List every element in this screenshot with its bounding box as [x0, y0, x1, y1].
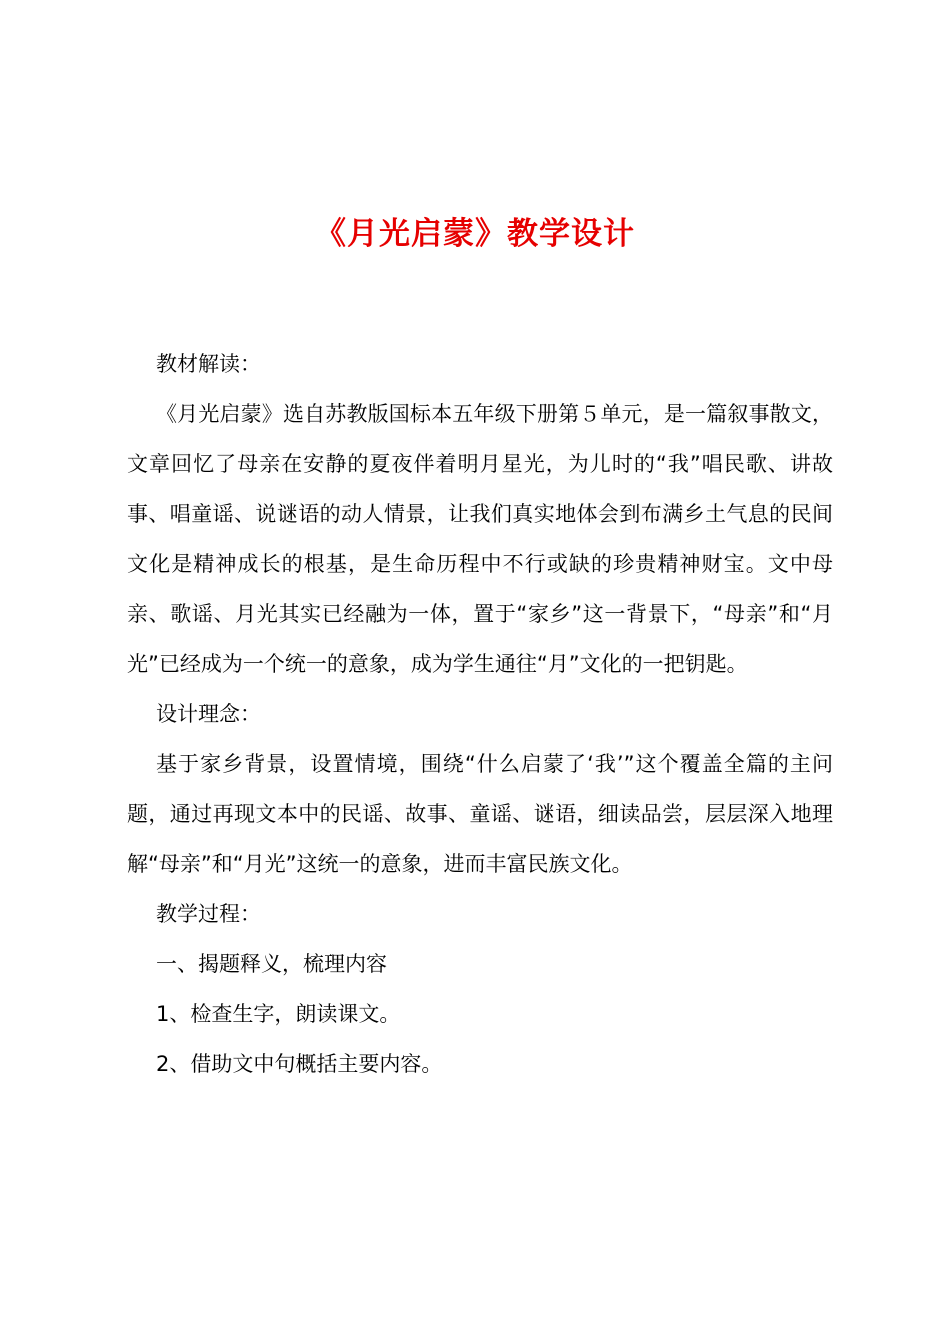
section-heading-textbook-analysis: 教材解读：: [156, 352, 261, 376]
section-heading-teaching-process: 教学过程：: [156, 902, 261, 926]
paragraph-design-concept: 基于家乡背景，设置情境，围绕“什么启蒙了‘我’”这个覆盖全篇的主问题，通过再现文本中的民谣、故事、童谣、谜语，细读品尝，层层深入地理解“母亲”和“月光”这统一的意象，进而丰富民族文化。: [127, 752, 833, 876]
paragraph-textbook-analysis: 《月光启蒙》选自苏教版国标本五年级下册第５单元，是一篇叙事散文，文章回忆了母亲在安静的夏夜伴着明月星光，为儿时的“我”唱民歌、讲故事、唱童谣、说谜语的动人情景，让我们真实地体会到布满乡土气息的民间文化是精神成长的根基，是生命历程中不行或缺的珍贵精神财宝。文中母亲、歌谣、月光其实已经融为一体，置于“家乡”这一背景下，“母亲”和“月光”已经成为一个统一的意象，成为学生通往“月”文化的一把钥匙。: [127, 402, 833, 676]
list-item: 1、检查生字，朗读课文。: [156, 1002, 401, 1026]
list-item: 2、借助文中句概括主要内容。: [156, 1052, 443, 1076]
section-heading-design-concept: 设计理念：: [156, 702, 261, 726]
step-heading-one: 一、揭题释义，梳理内容: [156, 952, 387, 976]
document-title: 《月光启蒙》教学设计: [315, 216, 635, 252]
document-body: [127, 339, 833, 1089]
